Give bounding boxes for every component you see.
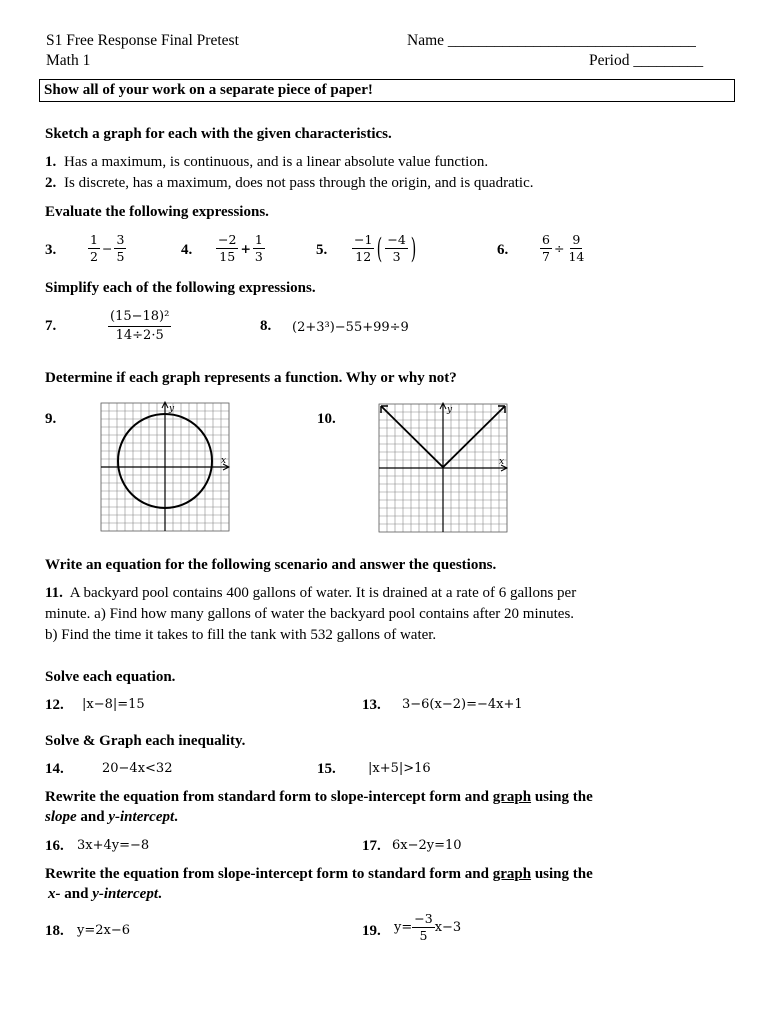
numerator: 1 [254, 232, 263, 247]
question-number: 7. [45, 318, 57, 334]
question-number: 17. [362, 838, 381, 854]
section-heading-evaluate: Evaluate the following expressions. [45, 204, 269, 220]
period-field: Period _________ [589, 52, 704, 69]
x-axis-label: x [499, 457, 505, 467]
question-number: 6. [497, 242, 509, 258]
question-11-line-3: b) Find the time it takes to fill the tank with 532 gallons of water. [45, 627, 437, 643]
equation-part: y= [394, 920, 413, 935]
question-number: 8. [260, 318, 272, 334]
inequality-15: |x+5|>16 [368, 761, 431, 776]
heading-text: using the [531, 789, 593, 805]
circle-graph [99, 401, 231, 533]
denominator: 12 [355, 249, 372, 264]
question-11-line-2: minute. a) Find how many gallons of water the backyard pool contains after 20 minutes. [45, 606, 575, 622]
expression-3 [88, 232, 126, 265]
question-number: 11. [45, 585, 63, 601]
expression-8: (2+3³)−55+99÷9 [292, 320, 409, 335]
question-number: 14. [45, 761, 64, 777]
equation-12: |x−8|=15 [82, 697, 145, 712]
heading-text: and [76, 809, 109, 825]
course-name: Math 1 [46, 52, 91, 69]
denominator: 7 [542, 249, 550, 264]
question-number: 18. [45, 923, 64, 939]
section-heading-solve: Solve each equation. [45, 669, 176, 685]
section-heading-standard-form-line-2 [48, 886, 162, 903]
numerator: −2 [218, 232, 237, 247]
question-number: 4. [181, 242, 193, 258]
question-text: Has a maximum, is continuous, and is a linear absolute value function. [64, 154, 489, 170]
equation-18: y=2x−6 [77, 923, 131, 938]
operator: ÷ [553, 241, 565, 256]
numerator: 1 [90, 232, 98, 247]
question-number: 19. [362, 923, 381, 939]
heading-x-word: x- [48, 886, 61, 902]
denominator: 14÷2·5 [115, 328, 164, 343]
denominator: 3 [254, 249, 263, 264]
numerator: 3 [116, 232, 125, 247]
question-number: 10. [317, 411, 336, 427]
equation-part: x−3 [434, 920, 462, 935]
equation-17: 6x−2y=10 [392, 838, 462, 853]
heading-graph-word: graph [492, 866, 532, 882]
section-heading-functions: Determine if each graph represents a function. Why or why not? [45, 370, 457, 386]
question-number: 5. [316, 242, 328, 258]
question-number: 3. [45, 242, 57, 258]
heading-text: . [174, 809, 178, 825]
numerator: 6 [542, 232, 550, 247]
section-heading-simplify: Simplify each of the following expressions. [45, 280, 316, 296]
question-2 [45, 175, 533, 192]
heading-text: Rewrite the equation from slope-intercept form to standard form and [45, 866, 493, 882]
inequality-14: 20−4x<32 [102, 761, 173, 776]
question-number: 15. [317, 761, 336, 777]
equation-19 [394, 911, 461, 944]
section-heading-standard-form [45, 866, 593, 883]
section-heading-slope-intercept-line-2 [45, 809, 178, 826]
heading-yint-word: y-intercept [92, 886, 158, 902]
numerator: 9 [572, 232, 581, 247]
y-axis-label: y [447, 405, 453, 415]
denominator: 15 [219, 249, 236, 264]
expression-5: $\frac{-1}{12}$ ( $\frac{-4}{3}$ ) [354, 231, 417, 265]
section-heading-sketch: Sketch a graph for each with the given characteristics. [45, 126, 392, 142]
heading-text: . [158, 886, 162, 902]
denominator: 5 [419, 928, 428, 943]
denominator: 14 [568, 249, 585, 264]
section-heading-inequality: Solve & Graph each inequality. [45, 733, 246, 749]
heading-graph-word: graph [492, 789, 532, 805]
equation-16: 3x+4y=−8 [77, 838, 150, 853]
question-11-line-1 [45, 585, 576, 602]
question-number: 2. [45, 175, 57, 191]
numerator: −1 [354, 232, 373, 247]
heading-slope-word: slope [45, 809, 77, 825]
question-number: 13. [362, 697, 381, 713]
question-number: 9. [45, 411, 57, 427]
question-1 [45, 154, 488, 171]
denominator: 2 [90, 249, 98, 264]
heading-text: Rewrite the equation from standard form to slope-intercept form and [45, 789, 493, 805]
numerator: (15−18)² [108, 308, 171, 327]
question-number: 16. [45, 838, 64, 854]
y-axis-label: y [169, 404, 175, 414]
heading-yint-word: y-intercept [108, 809, 175, 825]
x-axis-label: x [221, 456, 227, 466]
absolute-value-graph [377, 402, 509, 534]
name-field: Name ________________________________ [407, 32, 696, 49]
numerator: −4 [387, 232, 406, 247]
equation-13: 3−6(x−2)=−4x+1 [402, 697, 523, 712]
question-text: A backyard pool contains 400 gallons of water. It is drained at a rate of 6 gallons per [69, 585, 577, 601]
numerator: −3 [414, 911, 433, 926]
heading-text: and [60, 886, 93, 902]
worksheet-title: S1 Free Response Final Pretest [46, 32, 239, 49]
question-number: 1. [45, 154, 57, 170]
expression-6 [540, 232, 586, 265]
section-heading-scenario: Write an equation for the following scenario and answer the questions. [45, 557, 497, 573]
expression-7 [108, 308, 171, 345]
expression-4 [216, 232, 265, 265]
question-text: Is discrete, has a maximum, does not pass through the origin, and is quadratic. [64, 175, 534, 191]
operator: + [240, 241, 251, 256]
operator: − [101, 241, 113, 256]
question-number: 12. [45, 697, 64, 713]
heading-text: using the [531, 866, 593, 882]
denominator: 3 [392, 249, 401, 264]
denominator: 5 [116, 249, 125, 264]
section-heading-slope-intercept [45, 789, 593, 806]
instruction-text: Show all of your work on a separate piece of paper! [44, 82, 373, 98]
